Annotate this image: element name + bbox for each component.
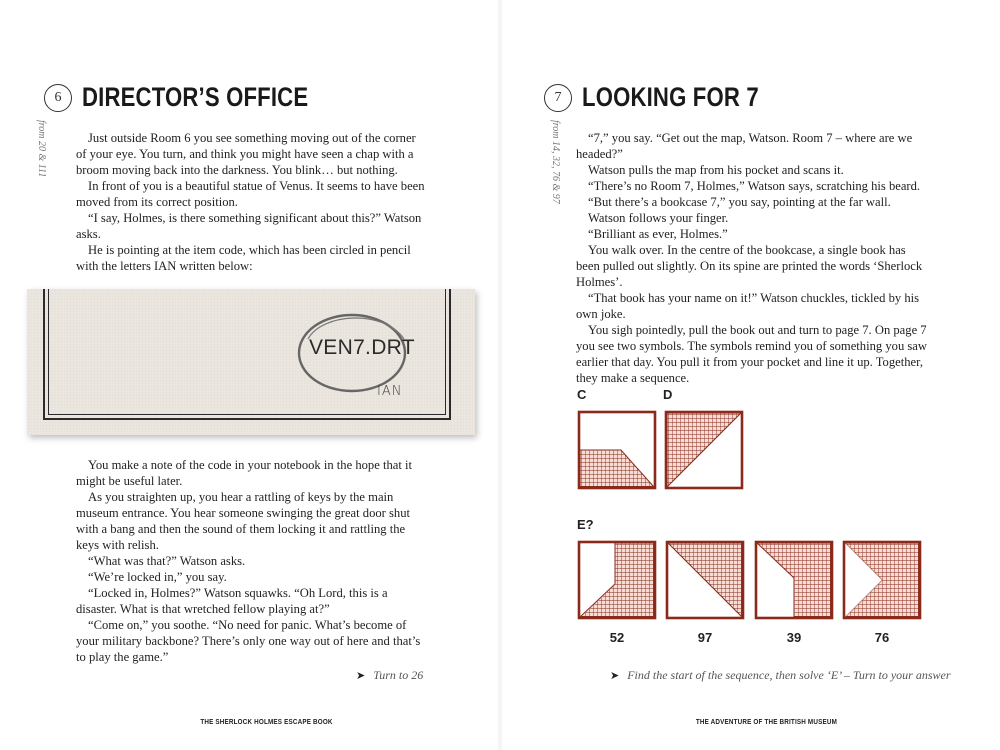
paragraph: As you straighten up, you hear a rattling of keys by the main museum entrance. You hear someone swinging the great door shut with a bang and then the sound of them locking it and rattling the keys with relish. — [76, 490, 411, 552]
symbol-label-e: E? — [577, 517, 594, 532]
paragraph: Watson pulls the map from his pocket and scans it. — [588, 163, 844, 177]
chapter-number: 6 — [44, 84, 72, 112]
running-footer: THE ADVENTURE OF THE BRITISH MUSEUM — [695, 719, 838, 726]
symbol-c — [577, 410, 657, 490]
paragraph: “We’re locked in,” you say. — [88, 570, 227, 584]
paragraph: In front of you is a beautiful statue of Venus. It seems to have been moved from its correct position. — [76, 179, 425, 209]
paragraph: You make a note of the code in your notebook in the hope that it might be useful later. — [76, 458, 412, 488]
running-footer: THE SHERLOCK HOLMES ESCAPE BOOK — [200, 719, 333, 726]
paragraph: You sigh pointedly, pull the book out and turn to page 7. On page 7 you see two symbols. The symbols remind you of something you saw earlier that day. You pull it from your pocket and line it up. Together, they make a sequence. — [576, 323, 927, 385]
option-tile-2[interactable] — [665, 540, 745, 620]
paragraph: “What was that?” Watson asks. — [88, 554, 246, 568]
option-number-4: 76 — [874, 630, 890, 645]
paragraph: “I say, Holmes, is there something significant about this?” Watson asks. — [76, 211, 422, 241]
instruction-text: Find the start of the sequence, then solve ‘E’ – Turn to your answer — [627, 668, 951, 682]
item-code: VEN7.DRT — [309, 336, 415, 359]
paragraph: “Come on,” you soothe. “No need for panic. What’s become of your military backbone? There’s only one way out of here and that’s to play the game.” — [76, 618, 421, 664]
paragraph: You walk over. In the centre of the bookcase, a single book has been pulled out slightly. On its spine are printed the words ‘Sherlock Holmes’. — [576, 243, 923, 289]
symbol-d — [664, 410, 744, 490]
option-number-2: 97 — [697, 630, 713, 645]
paragraph: “That book has your name on it!” Watson chuckles, tickled by his own joke. — [576, 291, 920, 321]
turn-to-link[interactable] — [356, 668, 423, 683]
arrow-icon: ➤ — [356, 670, 366, 682]
chapter-heading — [44, 82, 358, 113]
instruction-line — [610, 668, 951, 683]
option-number-1: 52 — [609, 630, 625, 645]
chapter-number: 7 — [544, 84, 572, 112]
turn-to-text: Turn to 26 — [373, 668, 424, 682]
right-page — [500, 0, 1000, 750]
item-label-card — [27, 289, 475, 435]
paragraph: “There’s no Room 7, Holmes,” Watson says, scratching his beard. — [588, 179, 921, 193]
from-reference: from 14, 32, 76 & 97 — [550, 120, 561, 204]
paragraph: “Locked in, Holmes?” Watson squawks. “Oh Lord, this is a disaster. What is that wretched fellow playing at?” — [76, 586, 388, 616]
paragraph: “7,” you say. “Get out the map, Watson. Room 7 – where are we headed?” — [576, 131, 913, 161]
arrow-icon: ➤ — [610, 670, 620, 682]
body-text-top — [76, 130, 428, 274]
paragraph: Watson follows your finger. — [588, 211, 729, 225]
symbol-label-d: D — [663, 387, 673, 402]
chapter-title: LOOKING FOR 7 — [582, 82, 759, 112]
from-reference: from 20 & 111 — [36, 120, 47, 178]
paragraph: Just outside Room 6 you see something moving out of the corner of your eye. You turn, and think you might have seen a chap with a broom moving back into the darkness. You blink… but nothing. — [76, 131, 416, 177]
option-number-3: 39 — [786, 630, 802, 645]
pencil-initials: IAN — [377, 384, 403, 399]
paragraph: “Brilliant as ever, Holmes.” — [588, 227, 728, 241]
chapter-title: DIRECTOR’S OFFICE — [82, 82, 309, 112]
chapter-heading — [544, 82, 798, 113]
option-tile-3[interactable] — [754, 540, 834, 620]
option-tile-4[interactable] — [842, 540, 922, 620]
body-text — [576, 130, 928, 386]
body-text-bottom — [76, 457, 428, 665]
option-tile-1[interactable] — [577, 540, 657, 620]
symbol-label-c: C — [577, 387, 587, 402]
paragraph: “But there’s a bookcase 7,” you say, pointing at the far wall. — [588, 195, 891, 209]
paragraph: He is pointing at the item code, which has been circled in pencil with the letters IAN written below: — [76, 243, 411, 273]
